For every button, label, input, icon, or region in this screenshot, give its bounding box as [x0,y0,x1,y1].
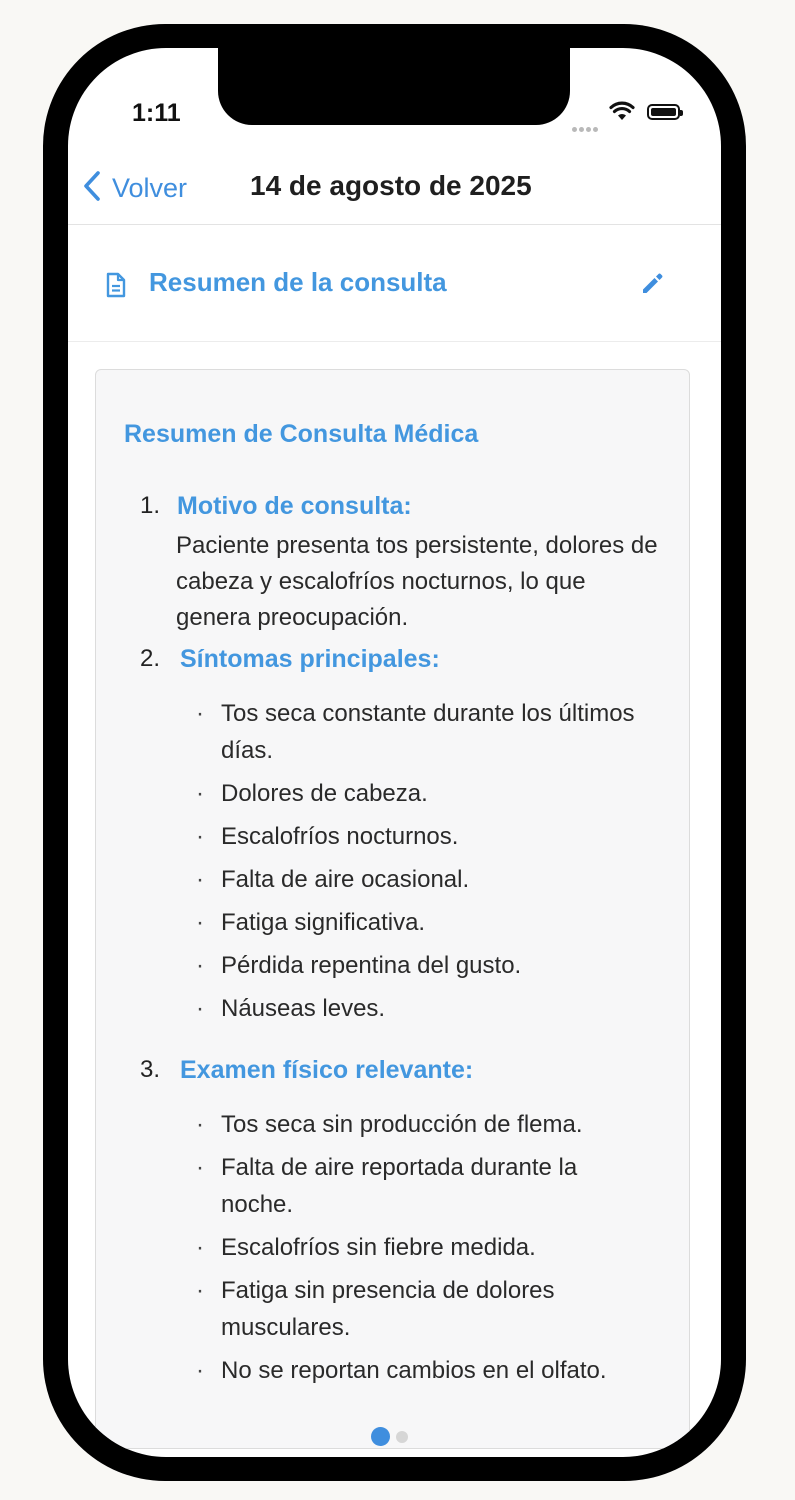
list-item: · Dolores de cabeza. [178,775,648,812]
list-item: · Falta de aire ocasional. [178,861,648,898]
list-item: · No se reportan cambios en el olfato. [178,1352,648,1389]
list-item: · Tos seca sin producción de flema. [178,1106,648,1143]
battery-icon [647,104,680,120]
item-number: 3. [140,1056,161,1083]
item-number: 2. [140,645,161,672]
physical-exam-list [178,1106,648,1395]
list-item: · Náuseas leves. [178,990,648,1027]
section-title: Resumen de la consulta [149,267,447,297]
symptoms-list [178,695,648,1033]
phone-frame [43,24,746,1481]
item-body: Paciente presenta tos persistente, dolores de cabeza y escalofríos nocturnos, lo que genera preocupación. [176,532,658,631]
list-item: · Pérdida repentina del gusto. [178,947,648,984]
notch [218,48,570,125]
list-item: · Escalofríos sin fiebre medida. [178,1229,648,1266]
navigation-bar [68,148,721,225]
edit-pencil-icon[interactable] [640,270,666,301]
page-title: 14 de agosto de 2025 [250,170,532,201]
item-heading: Motivo de consulta: [177,492,412,520]
list-item: · Tos seca constante durante los últimos días. [178,695,648,769]
page-indicator[interactable] [371,1427,408,1446]
summary-title: Resumen de Consulta Médica [124,420,479,448]
item-heading: Examen físico relevante: [180,1056,474,1084]
document-icon [105,272,127,303]
list-item: · Escalofríos nocturnos. [178,818,648,855]
wifi-icon [609,101,635,126]
screen [68,48,721,1457]
item-heading: Síntomas principales: [180,645,440,673]
section-header [68,225,721,342]
list-item: · Falta de aire reportada durante la noche. [178,1149,648,1223]
list-item: · Fatiga sin presencia de dolores musculares. [178,1272,648,1346]
status-time: 1:11 [132,99,181,127]
consultation-summary-card [95,369,690,1449]
page-dot-inactive[interactable] [396,1431,408,1443]
item-number: 1. [140,492,161,519]
back-label: Volver [112,173,188,203]
page-dot-active[interactable] [371,1427,390,1446]
list-item: · Fatiga significativa. [178,904,648,941]
back-button[interactable] [82,170,187,207]
cellular-signal-icon [572,119,600,137]
chevron-left-icon [82,170,102,207]
